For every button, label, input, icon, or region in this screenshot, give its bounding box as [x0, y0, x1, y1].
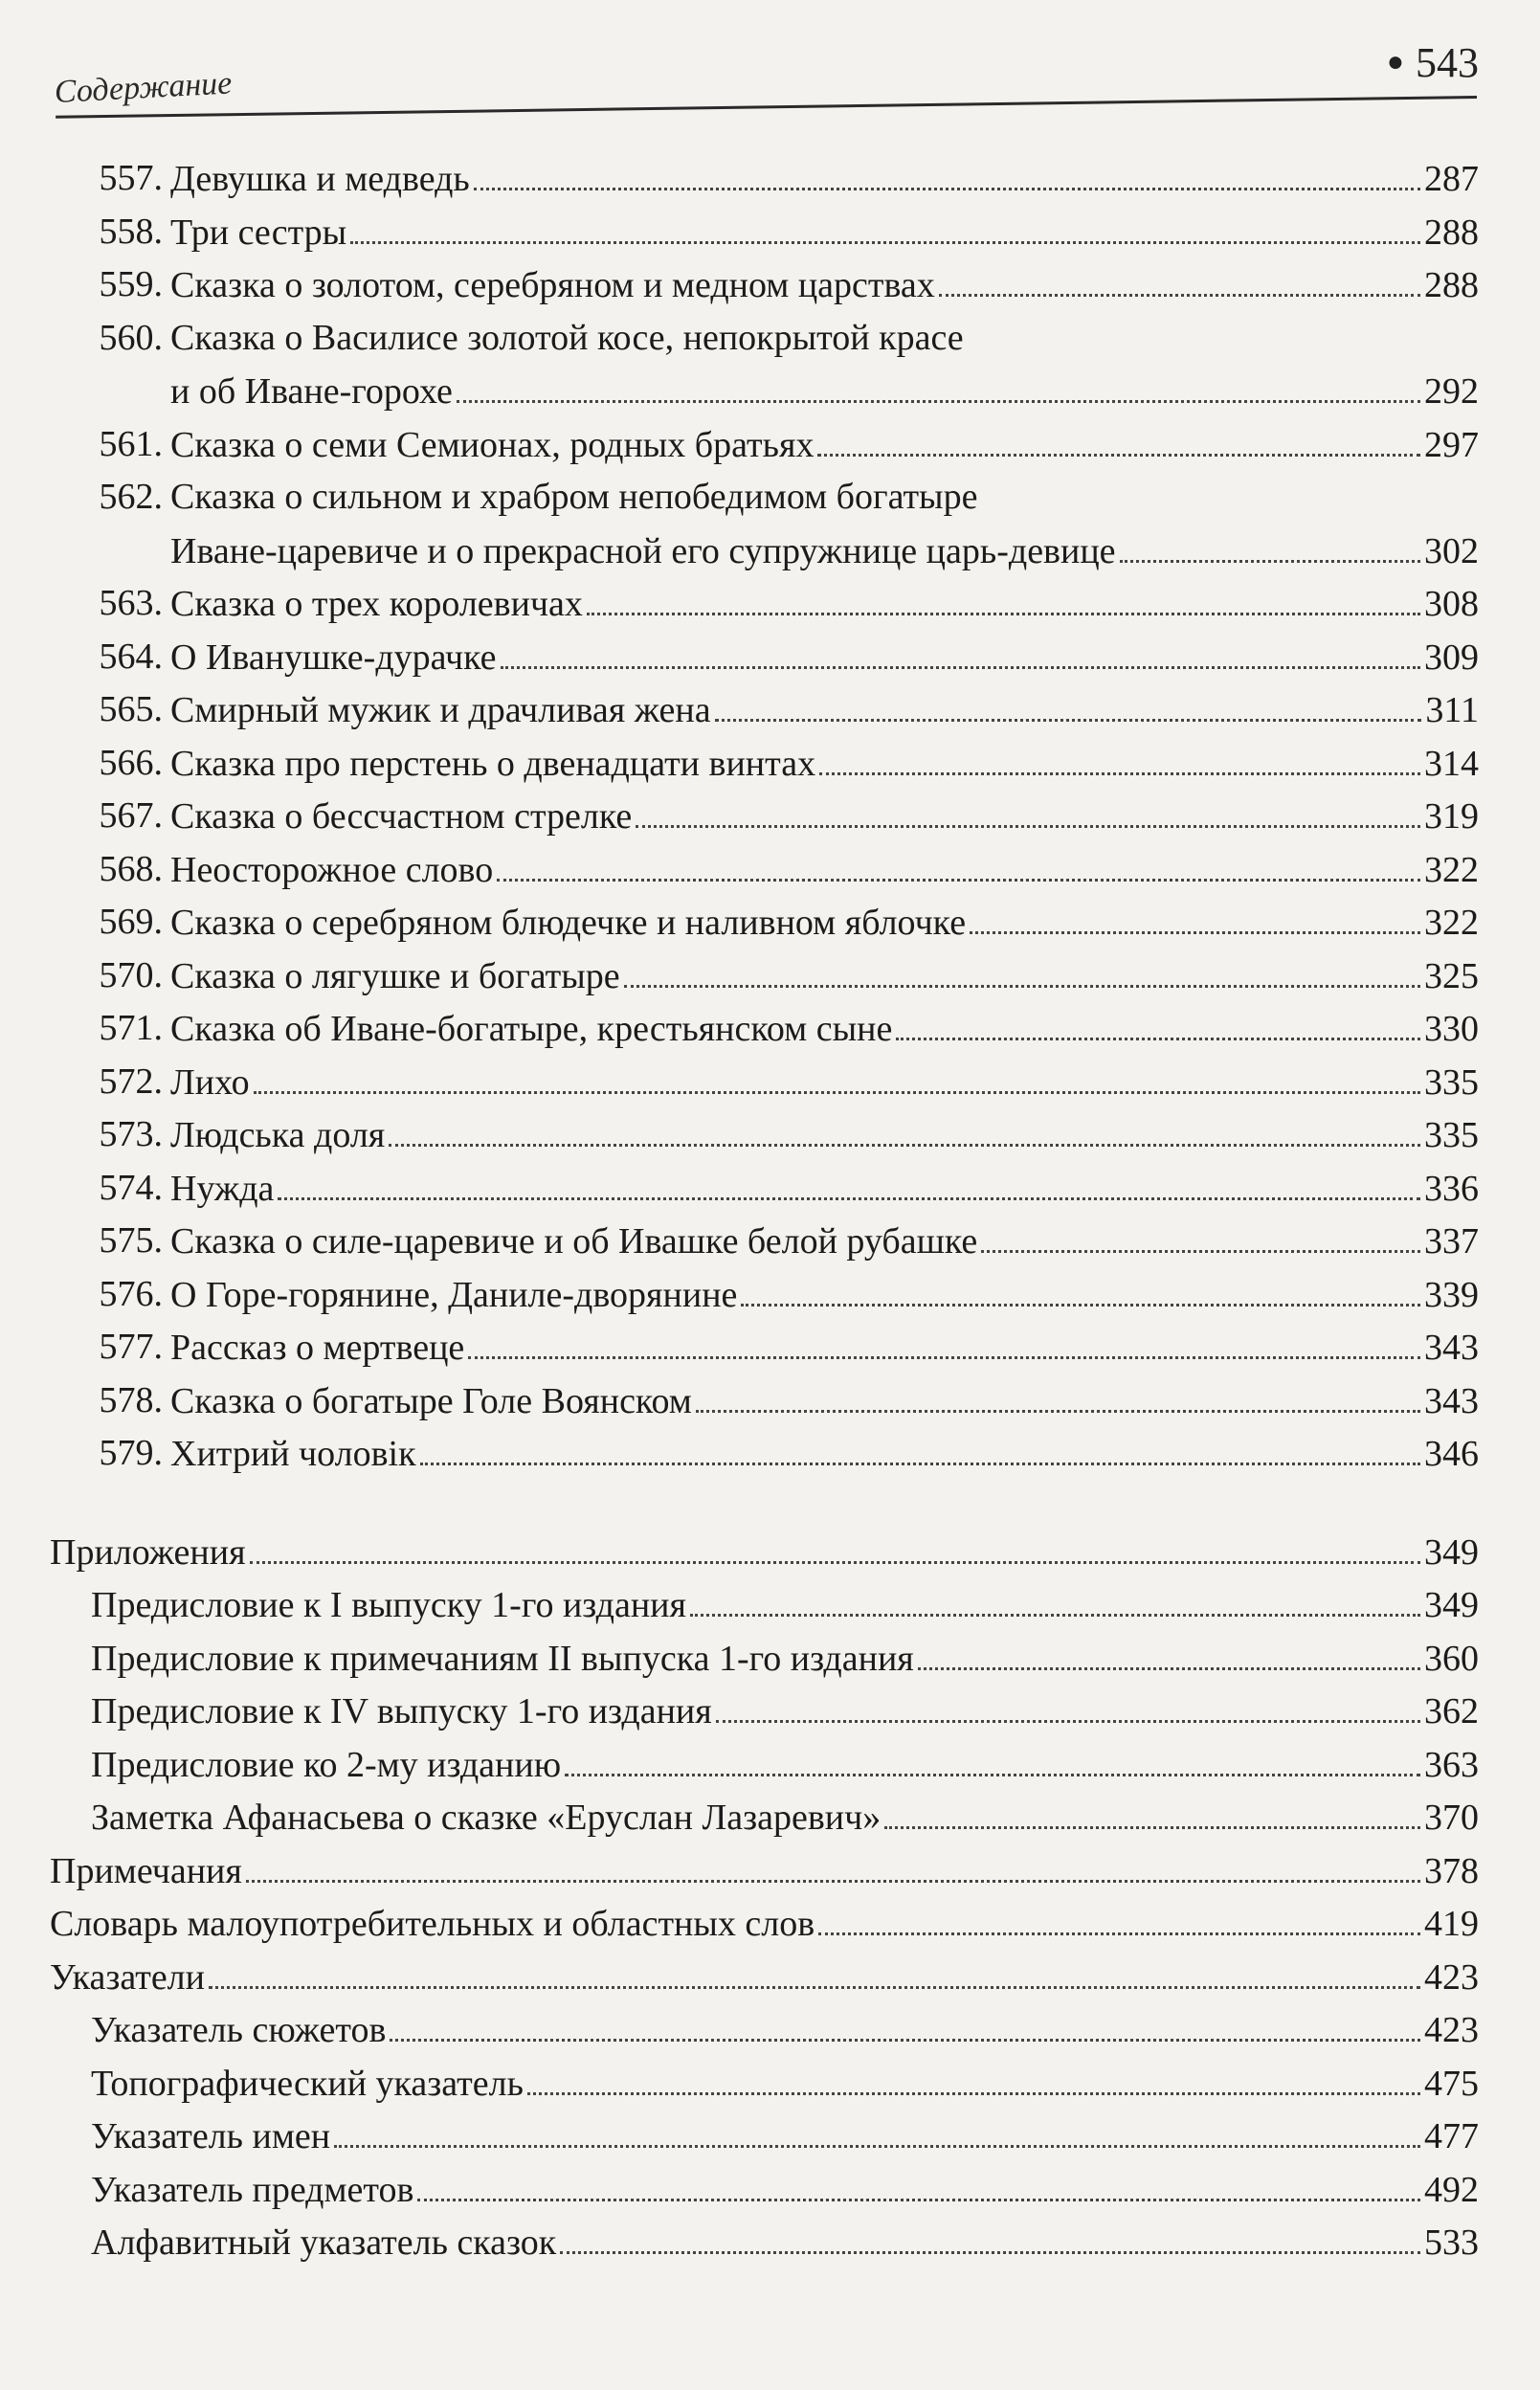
dot-leader [970, 897, 1420, 934]
toc-entry-page: 287 [1424, 159, 1479, 199]
dot-leader [818, 1898, 1420, 1935]
toc-entry-line [170, 738, 1479, 789]
toc-entry-line [170, 844, 1479, 895]
toc-entry-page: 362 [1424, 1691, 1479, 1732]
toc-entry-line [50, 1952, 1479, 2002]
dot-leader [468, 1322, 1420, 1359]
toc-entry-line [170, 1375, 1479, 1426]
toc-entry-page: 346 [1424, 1434, 1479, 1474]
tale-number: 561. [99, 423, 163, 464]
tale-number: 568. [99, 848, 163, 889]
toc-entry-title: Предисловие ко 2-му изданию [91, 1744, 562, 1785]
tale-number: 565. [99, 689, 163, 729]
dot-leader [587, 578, 1420, 615]
dot-leader [884, 1792, 1420, 1829]
toc-entry-title: Три сестры [170, 212, 347, 253]
toc-entry-title: Сказка о лягушке и богатыре [170, 955, 620, 996]
tale-number: 560. [99, 317, 163, 358]
dot-leader [690, 1579, 1420, 1617]
tale-number: 573. [99, 1114, 163, 1154]
tale-number: 570. [99, 954, 163, 995]
toc-entry-title: Сказка о семи Семионах, родных братьях [170, 424, 815, 465]
toc-entry-title: Сказка о богатыре Голе Воянском [170, 1380, 692, 1421]
toc-entry-title: Указатель сюжетов [91, 2010, 387, 2051]
toc-entry-title: Указатель предметов [91, 2169, 414, 2210]
tale-number: 562. [99, 477, 163, 517]
tale-number: 564. [99, 636, 163, 677]
dot-leader [278, 1163, 1420, 1200]
running-head: Содержание [54, 65, 234, 111]
toc-entry-page: 292 [1424, 371, 1479, 412]
toc-entry-line [170, 791, 1479, 841]
toc-entry-line [170, 525, 1479, 576]
dot-leader [209, 1952, 1420, 1989]
toc-entry-line [170, 1322, 1479, 1373]
toc-entry-page: 335 [1424, 1115, 1479, 1155]
header-rule [56, 96, 1477, 119]
toc-entry-line [170, 632, 1479, 682]
toc-entry-title: Предисловие к примечаниям II выпуска 1-го издания [91, 1638, 914, 1679]
dot-leader [250, 1527, 1420, 1564]
tale-number: 574. [99, 1167, 163, 1208]
toc-entry-page: 475 [1424, 2063, 1479, 2104]
toc-entry-page: 319 [1424, 796, 1479, 837]
tale-number: 575. [99, 1220, 163, 1261]
toc-entry-line [170, 1163, 1479, 1214]
toc-entry-line [170, 578, 1479, 629]
toc-entry-title: Сказка о золотом, серебряном и медном царствах [170, 265, 935, 305]
tale-number: 576. [99, 1273, 163, 1314]
dot-leader [417, 2164, 1420, 2201]
dot-leader [501, 632, 1421, 669]
toc-entry-page: 322 [1424, 903, 1479, 943]
tale-title-line1: Сказка о Василисе золотой косе, непокрытой красе [170, 317, 964, 358]
toc-entry-page: 343 [1424, 1380, 1479, 1421]
toc-entry-title: Сказка про перстень о двенадцати винтах [170, 743, 816, 784]
dot-leader [716, 1686, 1420, 1723]
toc-entry-line [50, 1527, 1479, 1577]
dot-leader [636, 791, 1420, 828]
toc-entry-page: 477 [1424, 2116, 1479, 2157]
toc-entry-title: Неосторожное слово [170, 849, 494, 890]
toc-entry-line [91, 2058, 1479, 2109]
toc-entry-title: Иване-царевиче и о прекрасной его супружнице царь-девице [170, 530, 1116, 571]
toc-entry-page: 343 [1424, 1328, 1479, 1368]
toc-entry-title: Топографический указатель [91, 2063, 524, 2104]
dot-leader [420, 1428, 1420, 1465]
toc-entry-title: Людська доля [170, 1115, 386, 1155]
toc-entry-line [170, 950, 1479, 1001]
toc-entry-title: Заметка Афанасьева о сказке «Еруслан Лазаревич» [91, 1798, 882, 1839]
tale-number: 569. [99, 902, 163, 942]
dot-leader [981, 1216, 1420, 1253]
toc-entry-page: 288 [1424, 265, 1479, 305]
toc-entry-line [91, 2004, 1479, 2055]
toc-entry-page: 288 [1424, 212, 1479, 253]
dot-leader [896, 1003, 1420, 1040]
tale-number: 559. [99, 264, 163, 304]
toc-entry-title: Указатель имен [91, 2116, 331, 2157]
toc-entry-line [170, 1109, 1479, 1160]
toc-entry-title: Сказка о силе-царевиче и об Ивашке белой рубашке [170, 1221, 978, 1262]
tale-number: 571. [99, 1008, 163, 1048]
dot-leader [1120, 525, 1420, 563]
toc-entry-title: О Горе-горянине, Даниле-дворянине [170, 1274, 738, 1315]
toc-entry-line [91, 1686, 1479, 1736]
toc-entry-line [91, 1792, 1479, 1843]
dot-leader [246, 1845, 1420, 1883]
toc-entry-title: Смирный мужик и драчливая жена [170, 690, 711, 730]
dot-leader [560, 2217, 1420, 2254]
toc-entry-page: 339 [1424, 1274, 1479, 1315]
tale-number: 578. [99, 1379, 163, 1420]
page-number [1387, 38, 1479, 87]
toc-entry-page: 349 [1424, 1585, 1479, 1626]
toc-entry-title: Алфавитный указатель сказок [91, 2222, 557, 2264]
toc-entry-page: 325 [1424, 955, 1479, 996]
toc-entry-line [170, 684, 1479, 735]
toc-entry-title: Девушка и медведь [170, 159, 470, 199]
toc-entry-line [170, 897, 1479, 948]
tale-number: 557. [99, 158, 163, 198]
toc-entry-line [91, 1739, 1479, 1790]
toc-entry-line [170, 1269, 1479, 1320]
toc-entry-line [170, 419, 1479, 470]
toc-entry-line [170, 1003, 1479, 1054]
toc-entry-line [170, 1057, 1479, 1107]
toc-entry-page: 330 [1424, 1009, 1479, 1049]
dot-leader [350, 207, 1420, 244]
toc-entry-line [170, 1216, 1479, 1266]
dot-leader [819, 738, 1420, 775]
toc-entry-line [91, 2111, 1479, 2161]
page-number-value: 543 [1416, 39, 1479, 86]
dot-leader [696, 1375, 1420, 1413]
tale-number: 563. [99, 583, 163, 623]
toc-entry-line [91, 1633, 1479, 1684]
toc-entry-title: Предисловие к I выпуску 1-го издания [91, 1585, 686, 1626]
toc-entry-line [91, 2164, 1479, 2215]
dot-leader [527, 2058, 1420, 2095]
tale-number: 558. [99, 211, 163, 252]
toc-entry-title: Рассказ о мертвеце [170, 1328, 465, 1368]
dot-leader [389, 1109, 1420, 1147]
toc-entry-page: 360 [1424, 1638, 1479, 1679]
dot-leader [457, 366, 1420, 403]
toc-entry-page: 322 [1424, 849, 1479, 890]
toc-entry-page: 309 [1424, 637, 1479, 678]
dot-leader [939, 259, 1420, 297]
toc-entry-page: 336 [1424, 1168, 1479, 1209]
tale-number: 566. [99, 742, 163, 783]
toc-entry-page: 308 [1424, 584, 1479, 624]
toc-entry-title: О Иванушке-дурачке [170, 637, 497, 678]
toc-entry-page: 492 [1424, 2169, 1479, 2210]
toc-entry-title: Приложения [50, 1531, 246, 1573]
bullet-icon: ● [1386, 46, 1404, 78]
toc-entry-title: Сказка об Иване-богатыре, крестьянском сыне [170, 1009, 893, 1049]
toc-entry-title: Словарь малоупотребительных и областных слов [50, 1904, 815, 1945]
dot-leader [624, 950, 1420, 988]
toc-entry-line [170, 153, 1479, 204]
toc-entry-title: Примечания [50, 1850, 242, 1891]
dot-leader [474, 153, 1420, 190]
toc-entry-line [170, 1428, 1479, 1479]
toc-entry-title: Нужда [170, 1168, 275, 1209]
dot-leader [741, 1269, 1420, 1307]
dot-leader [390, 2004, 1420, 2042]
toc-entry-line [91, 2217, 1479, 2267]
tale-number: 567. [99, 795, 163, 836]
toc-entry-title: Сказка о бессчастном стрелке [170, 796, 633, 837]
tale-number: 579. [99, 1433, 163, 1473]
tale-title-line1: Сказка о сильном и храбром непобедимом богатыре [170, 477, 978, 517]
toc-entry-title: Сказка о серебряном блюдечке и наливном яблочке [170, 903, 967, 943]
toc-entry-line [50, 1898, 1479, 1949]
toc-entry-page: 337 [1424, 1221, 1479, 1262]
toc-entry-title: и об Иване-горохе [170, 371, 453, 412]
dot-leader [817, 419, 1420, 457]
toc-entry-page: 335 [1424, 1061, 1479, 1103]
toc-entry-page: 314 [1424, 743, 1479, 784]
toc-entry-page: 297 [1424, 424, 1479, 465]
dot-leader [565, 1739, 1420, 1776]
toc-entry-page: 419 [1424, 1904, 1479, 1945]
toc-entry-line [170, 207, 1479, 257]
toc-entry-page: 370 [1424, 1798, 1479, 1839]
dot-leader [334, 2111, 1420, 2148]
dot-leader [918, 1633, 1420, 1670]
toc-entry-line [50, 1845, 1479, 1896]
tale-number: 572. [99, 1061, 163, 1102]
tale-number: 577. [99, 1327, 163, 1367]
toc-entry-title: Сказка о трех королевичах [170, 584, 583, 624]
toc-entry-line [170, 366, 1479, 416]
toc-entry-page: 378 [1424, 1850, 1479, 1891]
dot-leader [497, 844, 1420, 882]
toc-entry-page: 423 [1424, 2010, 1479, 2051]
toc-entry-title: Указатели [50, 1956, 205, 1998]
toc-entry-line [170, 259, 1479, 310]
toc-entry-line [91, 1579, 1479, 1630]
toc-entry-title: Предисловие к IV выпуску 1-го издания [91, 1691, 712, 1732]
toc-entry-title: Лихо [170, 1061, 250, 1103]
toc-entry-page: 349 [1424, 1531, 1479, 1573]
toc-entry-page: 311 [1425, 690, 1479, 730]
toc-entry-title: Хитрий чоловік [170, 1434, 416, 1474]
toc-entry-page: 363 [1424, 1744, 1479, 1785]
toc-entry-page: 302 [1424, 530, 1479, 571]
dot-leader [715, 684, 1422, 722]
dot-leader [254, 1057, 1420, 1094]
toc-entry-page: 533 [1424, 2222, 1479, 2264]
toc-entry-page: 423 [1424, 1956, 1479, 1998]
